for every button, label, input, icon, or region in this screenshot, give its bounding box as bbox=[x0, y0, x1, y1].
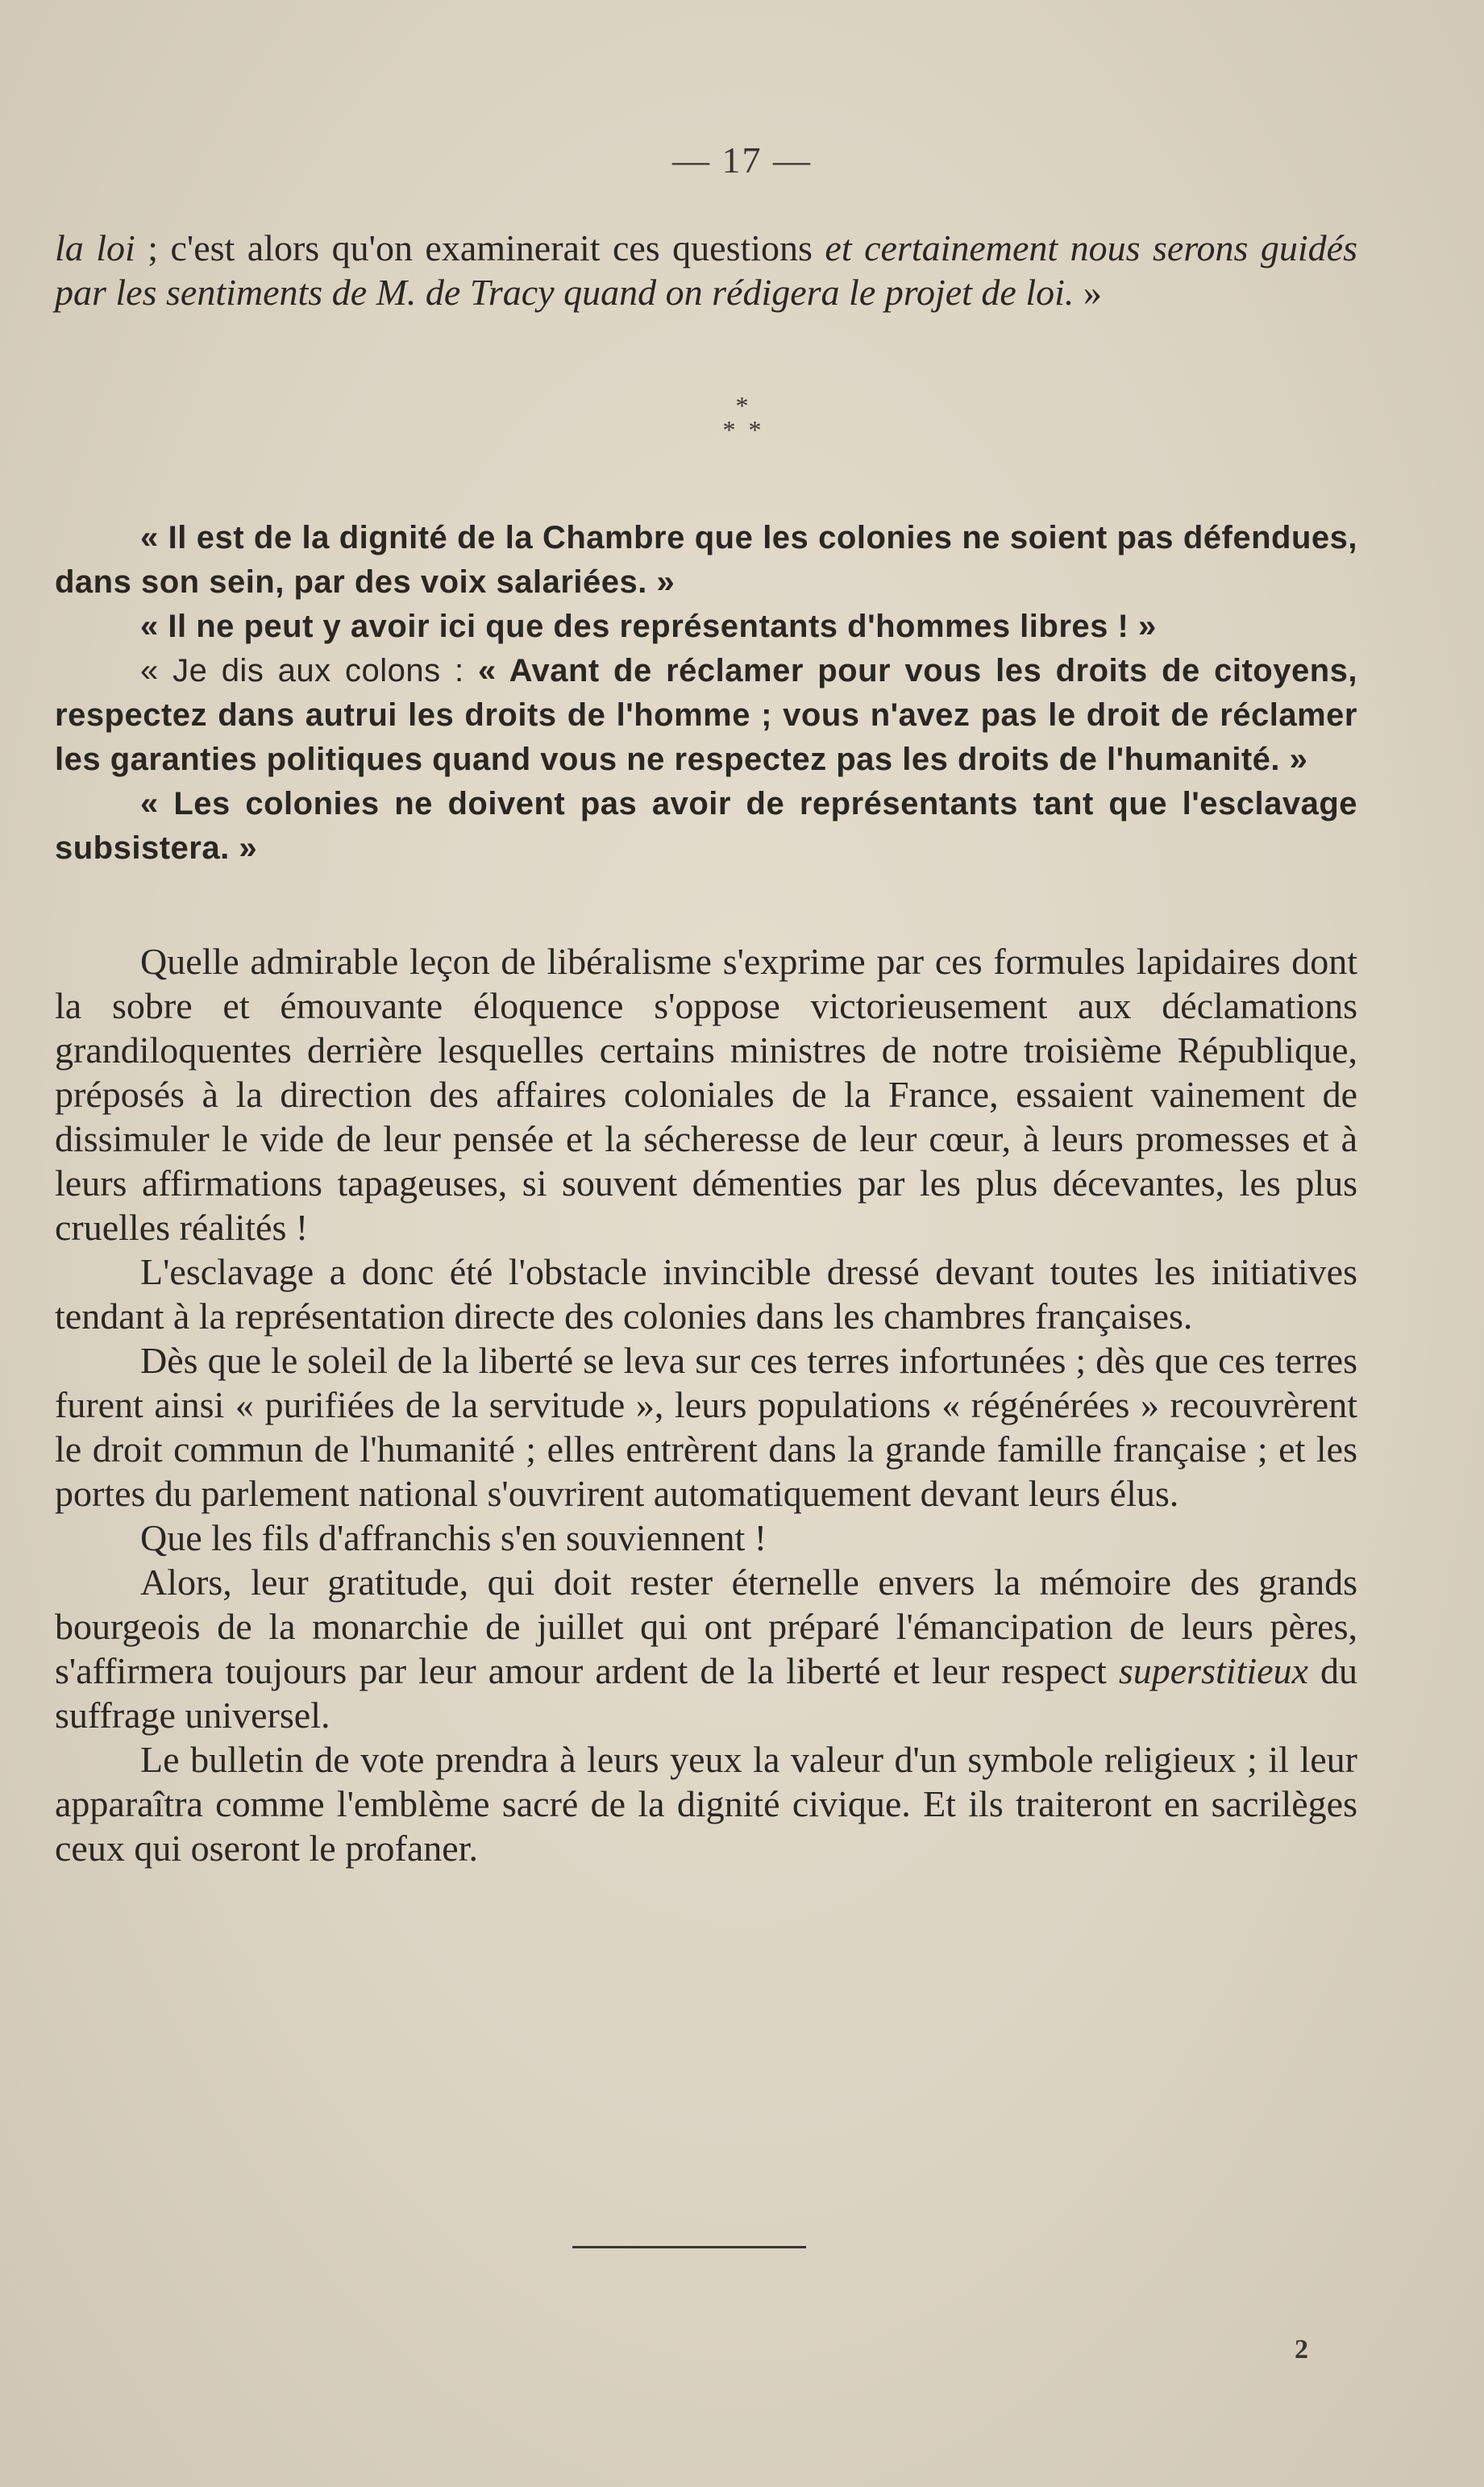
paragraph-4: Que les fils d'affranchis s'en souviennent ! bbox=[140, 1517, 767, 1558]
paragraph-5-a: Alors, leur gratitude, qui doit rester éternelle envers la mémoire des grands bourgeois de la monarchie de juillet qui ont préparé l'émancipation de leurs pères, s'affirmera toujours par leur amour ardent de la liberté et leur respect bbox=[55, 1562, 1357, 1691]
opening-italic-1: la loi bbox=[55, 227, 135, 268]
quote-4: « Les colonies ne doivent pas avoir de représentants tant que l'esclavage subsistera. » bbox=[55, 786, 1357, 866]
paragraph-3: Dès que le soleil de la liberté se leva sur ces terres infortunées ; dès que ces terres furent ainsi « purifiées de la servitude », leurs populations « régénérées » recouvrèrent le droit commun de l'humanité ; elles entrèrent dans la grande famille française ; et les portes du parlement national s'ouvrirent automatiquement devant leurs élus. bbox=[55, 1340, 1357, 1514]
opening-paragraph bbox=[55, 226, 1357, 314]
quotations-block bbox=[55, 516, 1357, 871]
opening-roman-1: ; c'est alors qu'on examinerait ces questions bbox=[135, 227, 825, 268]
asterism bbox=[0, 393, 1484, 442]
quote-1: « Il est de la dignité de la Chambre que les colonies ne soient pas défendues, dans son sein, par des voix salariées. » bbox=[55, 520, 1357, 600]
closing-rule bbox=[572, 2246, 806, 2248]
quote-3-text: « Avant de réclamer pour vous les droits de citoyens, respectez dans autrui les droits de l'homme ; vous n'avez pas le droit de réclamer les garanties politiques quand vous ne respectez pas les droits de l'humanité. » bbox=[55, 653, 1357, 777]
page-number: — 17 — bbox=[672, 139, 812, 181]
quote-3 bbox=[55, 649, 1357, 782]
paragraph-5-b: du suffrage universel. bbox=[55, 1650, 1358, 1736]
body-text bbox=[55, 939, 1357, 1870]
paragraph-5 bbox=[55, 1560, 1357, 1737]
paragraph-6: Le bulletin de vote prendra à leurs yeux la valeur d'un symbole religieux ; il leur apparaîtra comme l'emblème sacré de la dignité civique. Et ils traiteront en sacrilèges ceux qui oseront le profaner. bbox=[55, 1739, 1357, 1869]
paragraph-5-italic: superstitieux bbox=[1118, 1650, 1308, 1691]
asterism-top: * bbox=[735, 391, 749, 420]
quote-3-prefix: « Je dis aux colons : bbox=[140, 653, 478, 688]
signature-mark: 2 bbox=[1295, 2335, 1308, 2364]
opening-italic-2: et certainement nous serons guidés par les sentiments de M. de Tracy quand on rédigera le projet de loi. bbox=[55, 227, 1358, 313]
opening-roman-2: » bbox=[1074, 272, 1102, 313]
paragraph-2: L'esclavage a donc été l'obstacle invincible dressé devant toutes les initiatives tendant à la représentation directe des colonies dans les chambres françaises. bbox=[55, 1251, 1357, 1337]
paragraph-1: Quelle admirable leçon de libéralisme s'exprime par ces formules lapidaires dont la sobre et émouvante éloquence s'oppose victorieusement aux déclamations grandiloquentes derrière lesquelles certains ministres de notre troisième République, préposés à la direction des affaires coloniales de la France, essaient vainement de dissimuler le vide de leur pensée et la sécheresse de leur cœur, à leurs promesses et à leurs affirmations tapageuses, si souvent démenties par les plus décevantes, les plus cruelles réalités ! bbox=[55, 941, 1357, 1248]
asterism-bottom: * * bbox=[722, 415, 762, 444]
quote-2: « Il ne peut y avoir ici que des représentants d'hommes libres ! » bbox=[140, 609, 1157, 644]
